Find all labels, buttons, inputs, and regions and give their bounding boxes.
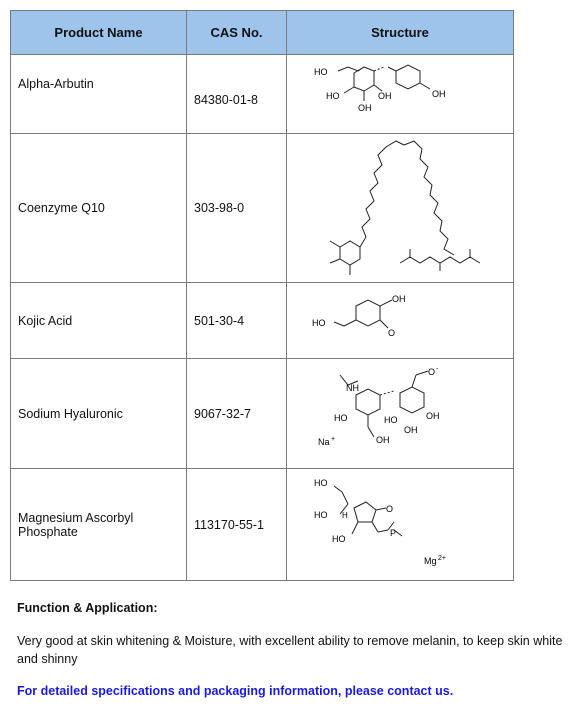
kojic-ho: HO bbox=[311, 317, 325, 328]
product-name-cell: Alpha-Arbutin bbox=[11, 55, 187, 134]
sodium-hyaluronic-structure bbox=[304, 361, 504, 467]
structure-cell bbox=[287, 469, 514, 581]
ascorbyl-charge: 2+ bbox=[437, 554, 446, 562]
cas-cell: 303-98-0 bbox=[187, 134, 287, 283]
arbutin-oh2: OH bbox=[377, 91, 391, 101]
hyaluronic-plus: + bbox=[330, 435, 335, 443]
contact-note: For detailed specifications and packaging information, please contact us. bbox=[17, 684, 454, 698]
magnesium-ascorbyl-phosphate-structure bbox=[304, 472, 504, 578]
product-name-cell bbox=[11, 469, 187, 581]
product-name-cell: Sodium Hyaluronic bbox=[11, 359, 187, 469]
ascorbyl-p: P bbox=[389, 527, 396, 538]
table-row bbox=[11, 134, 514, 283]
arbutin-oh1: OH bbox=[357, 103, 371, 113]
hyaluronic-oh1: OH bbox=[425, 410, 439, 421]
structure-cell bbox=[287, 359, 514, 469]
kojic-acid-structure bbox=[304, 286, 504, 356]
cas-cell: 501-30-4 bbox=[187, 283, 287, 359]
product-name-cell: Coenzyme Q10 bbox=[11, 134, 187, 283]
ascorbyl-ho1: HO bbox=[313, 477, 327, 488]
table-row bbox=[11, 469, 514, 581]
coenzyme-q10-structure bbox=[304, 135, 504, 281]
table-header-row bbox=[11, 11, 514, 55]
header-product-name: Product Name bbox=[11, 11, 187, 55]
function-heading: Function & Application: bbox=[17, 601, 158, 615]
structure-cell bbox=[287, 283, 514, 359]
cas-cell: 9067-32-7 bbox=[187, 359, 287, 469]
arbutin-oh3: OH bbox=[431, 89, 445, 99]
ascorbyl-ho3: HO bbox=[331, 533, 345, 544]
cas-cell: 113170-55-1 bbox=[187, 469, 287, 581]
hyaluronic-oh3: OH bbox=[375, 434, 389, 445]
table-row bbox=[11, 359, 514, 469]
header-structure: Structure bbox=[287, 11, 514, 55]
hyaluronic-nh: NH bbox=[345, 382, 359, 393]
kojic-o: O bbox=[387, 327, 395, 338]
product-name: Magnesium Ascorbyl Phosphate bbox=[18, 510, 134, 539]
hyaluronic-minus: - bbox=[435, 365, 438, 373]
arbutin-ho1: HO bbox=[313, 67, 327, 77]
ascorbyl-mg: Mg bbox=[423, 555, 437, 566]
hyaluronic-oh2: OH bbox=[403, 424, 417, 435]
hyaluronic-na: Na bbox=[317, 436, 330, 447]
ascorbyl-o: O bbox=[385, 503, 393, 514]
ascorbyl-h: H bbox=[341, 510, 348, 520]
structure-cell bbox=[287, 55, 514, 134]
hyaluronic-ho2: HO bbox=[383, 414, 397, 425]
hyaluronic-o: O bbox=[427, 366, 435, 377]
table-row bbox=[11, 283, 514, 359]
cas-cell: 84380-01-8 bbox=[187, 55, 287, 134]
alpha-arbutin-structure bbox=[304, 57, 504, 131]
kojic-oh: OH bbox=[391, 293, 405, 304]
hyaluronic-ho1: HO bbox=[333, 412, 347, 423]
header-cas-no: CAS No. bbox=[187, 11, 287, 55]
product-name-cell: Kojic Acid bbox=[11, 283, 187, 359]
function-description: Very good at skin whitening & Moisture, with excellent ability to remove melanin, to keep skin white and shinny bbox=[17, 634, 563, 666]
product-table bbox=[10, 10, 514, 581]
ascorbyl-ho2: HO bbox=[313, 509, 327, 520]
table-row bbox=[11, 55, 514, 134]
structure-cell bbox=[287, 134, 514, 283]
arbutin-ho2: HO bbox=[325, 91, 339, 101]
